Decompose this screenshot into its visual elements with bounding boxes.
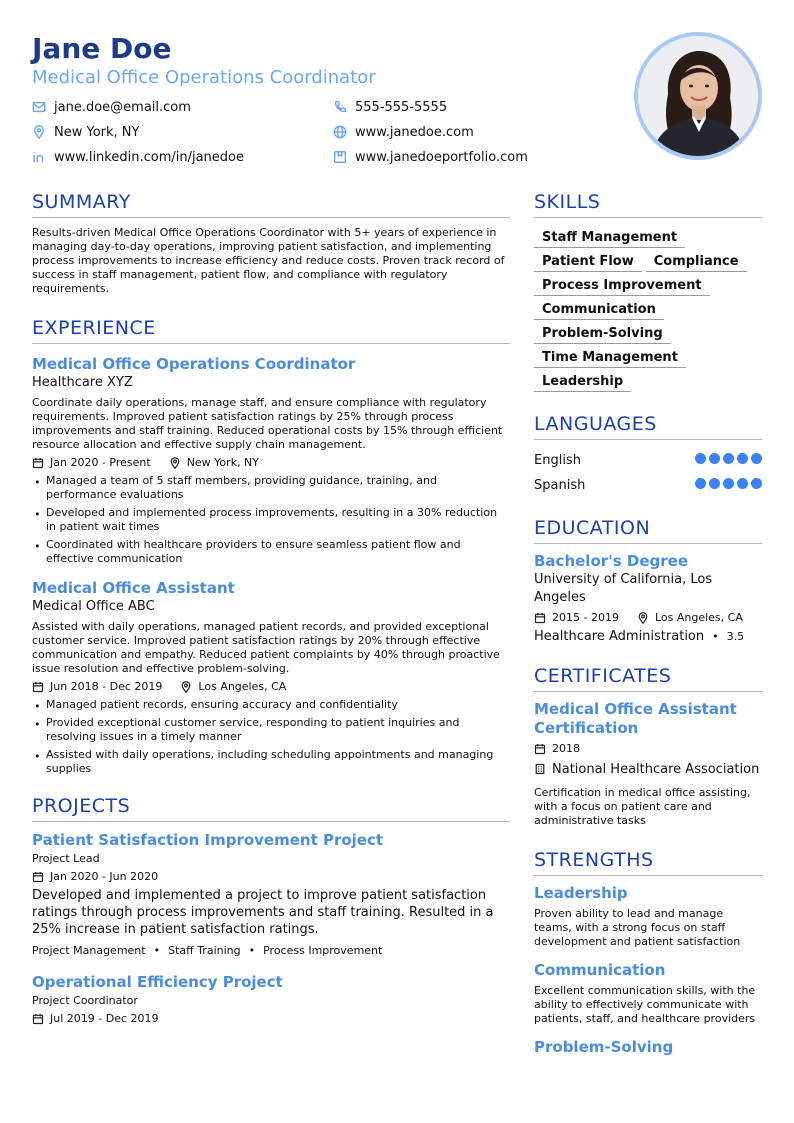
project-title: Operational Efficiency Project [32,973,283,991]
certificate-issuer-row [534,761,762,778]
contact-phone[interactable] [333,98,633,116]
job-dates: Jun 2018 - Dec 2019 [50,680,163,693]
languages-heading: LANGUAGES [534,412,762,440]
job-meta [32,456,510,470]
candidate-role: Medical Office Operations Coordinator [32,67,376,88]
right-column [534,190,762,1057]
level-dot [709,453,720,464]
language-level [692,478,762,493]
strength-item [534,884,762,949]
summary-text: Results-driven Medical Office Operations Coordinator with 5+ years of experience in managing day-to-day operations, improving patient satisfaction, and implementing process improvements to increase efficiency and reduce costs. Proven track record of success in staff management, patient flow, and compliance with regulatory requirements. [32,226,505,295]
project-meta [32,870,510,884]
calendar-icon [534,743,546,755]
contact-email[interactable] [32,98,333,116]
level-dot [737,453,748,464]
contact-linkedin[interactable] [32,148,333,166]
education-dates: 2015 - 2019 [552,611,619,624]
resume-header [32,32,762,172]
skill-tag: Patient Flow [534,251,642,272]
education-heading: EDUCATION [534,516,762,544]
contact-list [32,98,632,166]
linkedin-text: www.linkedin.com/in/janedoe [54,149,244,165]
certificate-year: 2018 [552,742,580,755]
job-description: Assisted with daily operations, managed patient records, and provided exceptional customer service. Improved patient satisfaction ratings by 20% through effective communication and empathy. Reduced patient complaints by 40% through proactive issue resolution and effective problem-solving. [32,620,500,675]
project-dates: Jan 2020 - Jun 2020 [50,870,159,883]
strength-title: Problem-Solving [534,1038,674,1056]
mail-icon [32,100,46,114]
skill-tag: Leadership [534,371,631,392]
experience-heading: EXPERIENCE [32,316,510,344]
project-item [32,830,510,958]
project-role: Project Lead [32,852,100,865]
level-dot [751,453,762,464]
experience-item [32,578,510,776]
company-name: Medical Office ABC [32,599,155,614]
experience-item [32,354,510,566]
school-name: University of California, Los Angeles [534,572,713,605]
strength-item [534,1038,762,1057]
left-column [32,190,510,1026]
portfolio-icon [333,150,347,164]
education-meta [534,611,762,625]
contact-portfolio[interactable] [333,148,633,166]
profile-photo [634,32,762,160]
phone-icon [333,100,347,114]
language-name: Spanish [534,478,586,493]
level-dot [751,478,762,489]
level-dot [737,478,748,489]
strength-text: Proven ability to lead and manage teams, with a strong focus on staff development and patient satisfaction [534,907,741,948]
portfolio-text: www.janedoeportfolio.com [355,149,528,165]
project-description: Developed and implemented a project to improve patient satisfaction ratings through process improvements and staff training. Resulted in a 25% increase in patient satisfaction ratings. [32,888,494,937]
skill-tag: Time Management [534,347,686,368]
email-text: jane.doe@email.com [54,99,191,115]
skill-tag: Problem-Solving [534,323,671,344]
location-pin-icon [180,681,192,693]
project-role: Project Coordinator [32,994,138,1007]
location-pin-icon [169,457,181,469]
skill-tag: Compliance [646,251,747,272]
job-bullets [32,698,510,776]
calendar-icon [32,871,44,883]
building-icon [534,763,546,775]
job-description: Coordinate daily operations, manage staff, and ensure compliance with regulatory requirements. Improved patient satisfaction ratings by 25% through process improvements and staff training. Reduced operational costs by 15% through efficient resource allocation and effective supply chain management. [32,396,503,451]
calendar-icon [32,681,44,693]
list-item: • Managed patient records, ensuring accuracy and confidentiality [32,698,510,712]
language-row [534,448,762,473]
linkedin-icon [32,150,46,164]
location-pin-icon [637,612,649,624]
skill-tag: Process Improvement [534,275,710,296]
location-text: New York, NY [54,124,140,140]
strength-title: Communication [534,961,666,979]
strength-text: Excellent communication skills, with the ability to effectively communicate with patients, staff, and healthcare providers [534,984,756,1025]
location-pin-icon [32,125,46,139]
calendar-icon [32,1013,44,1025]
language-level [692,453,762,468]
certificates-heading: CERTIFICATES [534,664,762,692]
skill-tag: Staff Management [534,227,685,248]
website-text: www.janedoe.com [355,124,474,140]
project-tags: Project Management • Staff Training • Process Improvement [32,944,383,957]
list-item: • Managed a team of 5 staff members, providing guidance, training, and performance evaluations [32,474,510,502]
list-item: • Developed and implemented process improvements, resulting in a 30% reduction in patient wait times [32,506,510,534]
education-location: Los Angeles, CA [654,611,743,624]
skill-tag: Communication [534,299,664,320]
job-bullets [32,474,510,566]
strengths-heading: STRENGTHS [534,848,762,876]
education-gpa: 3.5 [726,630,745,643]
education-field: Healthcare Administration [534,629,705,644]
skills-heading: SKILLS [534,190,762,218]
certificate-issuer: National Healthcare Association [552,762,760,777]
job-title: Medical Office Assistant [32,579,235,597]
level-dot [695,478,706,489]
project-title: Patient Satisfaction Improvement Project [32,831,384,849]
job-meta [32,680,510,694]
certificate-description: Certification in medical office assisting, with a focus on patient care and administrative tasks [534,786,751,827]
candidate-name: Jane Doe [32,32,172,65]
degree-title: Bachelor's Degree [534,552,688,570]
list-item: • Assisted with daily operations, including scheduling appointments and managing supplies [32,748,510,776]
job-title: Medical Office Operations Coordinator [32,355,356,373]
globe-icon [333,125,347,139]
project-tag: Process Improvement [263,944,383,957]
job-dates: Jan 2020 - Present [50,456,151,469]
contact-website[interactable] [333,123,633,141]
level-dot [709,478,720,489]
level-dot [723,453,734,464]
project-tag: Project Management [32,944,146,957]
calendar-icon [534,612,546,624]
language-name: English [534,453,581,468]
contact-location [32,123,333,141]
strength-item [534,961,762,1026]
company-name: Healthcare XYZ [32,375,133,390]
project-meta [32,1012,510,1026]
project-item [32,972,510,1026]
education-field-row: Healthcare Administration • 3.5 [534,629,745,644]
certificate-title: Medical Office Assistant Certification [534,700,737,737]
list-item: • Coordinated with healthcare providers to ensure seamless patient flow and effective communication [32,538,510,566]
job-location: New York, NY [186,456,259,469]
calendar-icon [32,457,44,469]
phone-text: 555-555-5555 [355,99,448,115]
level-dot [723,478,734,489]
summary-heading: SUMMARY [32,190,510,218]
project-dates: Jul 2019 - Dec 2019 [50,1012,159,1025]
level-dot [695,453,706,464]
language-row [534,473,762,498]
strength-title: Leadership [534,884,628,902]
certificate-year-row [534,742,762,756]
job-location: Los Angeles, CA [198,680,287,693]
project-tag: Staff Training [168,944,241,957]
projects-heading: PROJECTS [32,794,510,822]
skills-list [534,226,762,394]
list-item: • Provided exceptional customer service, responding to patient inquiries and resolving issues in a timely manner [32,716,510,744]
